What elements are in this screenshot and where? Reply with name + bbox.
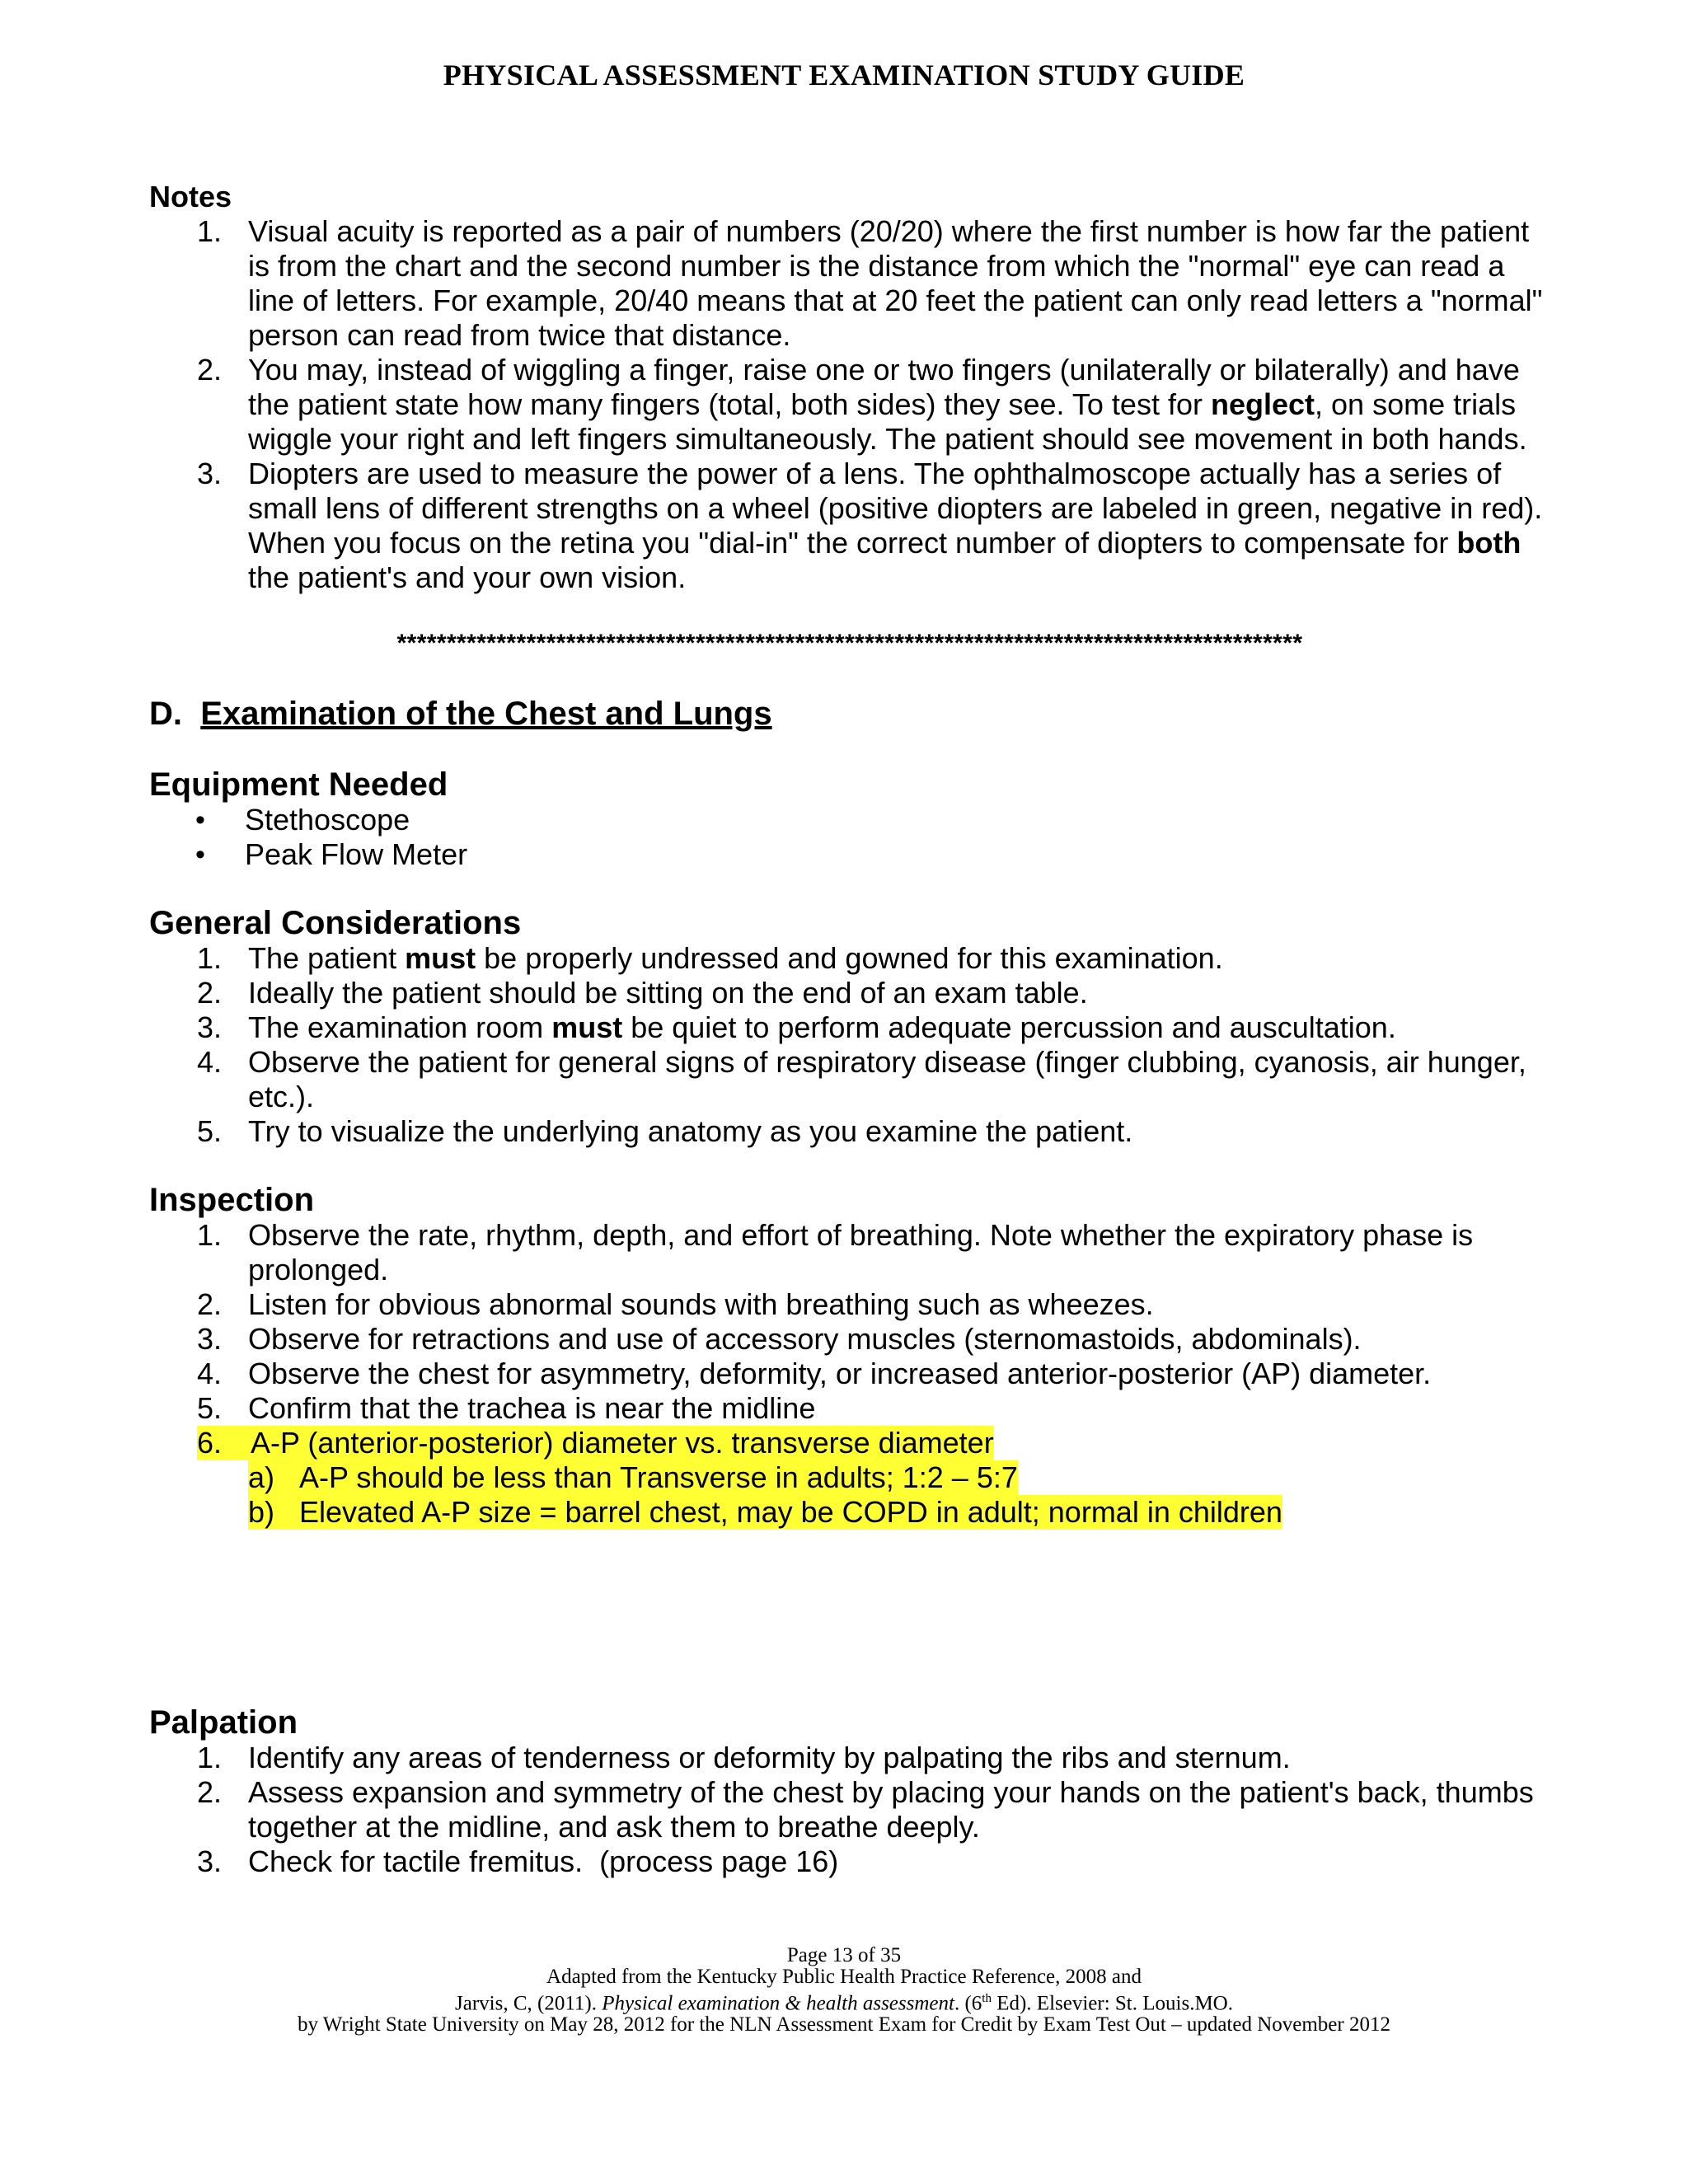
list-text: Observe the patient for general signs of respiratory disease (finger clubbing, cyanosis, air hunger, etc.).: [248, 1045, 1526, 1113]
list-item: [149, 353, 1550, 457]
list-item: [149, 1357, 1550, 1391]
inspection-heading: Inspection: [149, 1182, 315, 1218]
notes-list: [149, 214, 1550, 595]
list-number: 3.: [197, 1010, 223, 1044]
footer-text: Jarvis, C, (2011).: [455, 1992, 603, 2015]
notes-heading: Notes: [149, 180, 232, 213]
general-heading: General Considerations: [149, 905, 522, 941]
footer-superscript: th: [982, 1992, 992, 2005]
list-text: You may, instead of wiggling a finger, raise one or two fingers (unilaterally or bilaterally) and have the patient state how many fingers (total, both sides) they see. To test for: [248, 353, 1520, 421]
list-text: Diopters are used to measure the power of a lens. The ophthalmoscope actually has a series of small lens of different strengths on a wheel (positive diopters are labeled in green, negative in red). When you focus on the retina you "dial-in" the correct number of diopters to compensate for: [248, 457, 1543, 560]
list-text: Observe the rate, rhythm, depth, and effort of breathing. Note whether the expiratory phase is prolonged.: [248, 1218, 1474, 1286]
highlight-line: [248, 1460, 1018, 1495]
list-number: 6.: [197, 1426, 223, 1460]
list-item: [149, 457, 1550, 595]
list-number: 2.: [197, 976, 223, 1010]
list-number: 2.: [197, 1287, 223, 1321]
list-text: be properly undressed and gowned for this examination.: [476, 941, 1223, 975]
list-text: be quiet to perform adequate percussion and auscultation.: [622, 1010, 1396, 1044]
list-text: A-P (anterior-posterior) diameter vs. transverse diameter: [251, 1426, 994, 1460]
list-text: Identify any areas of tenderness or deformity by palpating the ribs and sternum.: [248, 1741, 1291, 1774]
footer-line: by Wright State University on May 28, 2012 for the NLN Assessment Exam for Credit by Exam Test Out – updated November 2012: [298, 2013, 1390, 2036]
list-number: 4.: [197, 1045, 223, 1079]
list-item: [149, 1045, 1550, 1114]
page-number: Page 13 of 35: [786, 1944, 902, 1966]
bold-text: both: [1456, 526, 1522, 560]
list-number: 3.: [197, 1844, 223, 1878]
list-text: Observe the chest for asymmetry, deformity, or increased anterior-posterior (AP) diameter.: [248, 1357, 1432, 1390]
highlight-line: [197, 1426, 994, 1460]
inspection-list: [149, 1218, 1550, 1530]
sub-list-text: A-P should be less than Transverse in adults; 1:2 – 5:7: [299, 1460, 1018, 1494]
list-item: [149, 941, 1550, 976]
list-number: 1.: [197, 214, 223, 248]
footer-line: [0, 1988, 1688, 2014]
list-item: [149, 1391, 1550, 1426]
list-text: , on some trials wiggle your right and left fingers simultaneously. The patient should see movement in both hands.: [248, 387, 1527, 456]
list-number: 2.: [197, 1775, 223, 1809]
list-text: Try to visualize the underlying anatomy as you examine the patient.: [248, 1114, 1133, 1148]
list-item: [149, 214, 1550, 353]
list-item: [149, 1844, 1550, 1879]
page-footer: [0, 1945, 1688, 2036]
list-item: [149, 1114, 1550, 1149]
list-text: The examination room: [248, 1010, 552, 1044]
bullet-icon: •: [195, 804, 205, 836]
list-text: Listen for obvious abnormal sounds with breathing such as wheezes.: [248, 1287, 1154, 1321]
equipment-list: [149, 803, 1550, 872]
list-number: 2.: [197, 353, 223, 387]
list-number: 5.: [197, 1391, 223, 1425]
list-item: [149, 1287, 1550, 1322]
list-number: 5.: [197, 1114, 223, 1148]
section-title: Examination of the Chest and Lungs: [200, 696, 772, 732]
list-text: the patient's and your own vision.: [248, 560, 687, 594]
list-item: [149, 1322, 1550, 1357]
list-number: 3.: [197, 1322, 223, 1356]
list-item: [149, 976, 1550, 1010]
bold-text: must: [405, 941, 476, 975]
list-item: [149, 1741, 1550, 1775]
list-text: Assess expansion and symmetry of the chest by placing your hands on the patient's back, thumbs together at the midline, and ask them to breathe deeply.: [248, 1775, 1534, 1844]
bold-text: must: [551, 1010, 623, 1044]
list-text: The patient: [248, 941, 406, 975]
list-text: Check for tactile fremitus. (process page 16): [248, 1844, 839, 1878]
list-text: Observe for retractions and use of accessory muscles (sternomastoids, abdominals).: [248, 1322, 1362, 1356]
list-text: Confirm that the trachea is near the midline: [248, 1391, 816, 1425]
bold-text: neglect: [1210, 387, 1315, 421]
section-d-heading: [149, 696, 1550, 732]
list-item: [149, 1218, 1550, 1287]
section-letter: D.: [149, 696, 182, 732]
list-number: 1.: [197, 941, 223, 975]
list-number: 3.: [197, 457, 223, 490]
palpation-heading: Palpation: [149, 1704, 298, 1741]
list-item: [149, 1775, 1550, 1844]
page-content: [149, 180, 1550, 1879]
highlight-line: [248, 1495, 1282, 1530]
separator: *******************************************************************************************: [396, 630, 1303, 657]
sub-list-number: a): [248, 1460, 275, 1494]
bullet-icon: •: [195, 839, 205, 870]
list-text: Visual acuity is reported as a pair of numbers (20/20) where the first number is how far the patient is from the chart and the second number is the distance from which the "normal" eye can read a line of letters. For example, 20/40 means that at 20 feet the patient can only read letters a "normal" person can read from twice that distance.: [248, 214, 1543, 352]
list-number: 1.: [197, 1741, 223, 1774]
list-text: Peak Flow Meter: [245, 837, 468, 871]
sub-list-number: b): [248, 1495, 275, 1529]
list-text: Ideally the patient should be sitting on the end of an exam table.: [248, 976, 1088, 1010]
footer-italic-text: Physical examination & health assessment: [602, 1992, 954, 2015]
footer-text: Ed). Elsevier: St. Louis.MO.: [991, 1992, 1233, 2015]
sub-list-text: Elevated A-P size = barrel chest, may be COPD in adult; normal in children: [299, 1495, 1282, 1529]
list-number: 1.: [197, 1218, 223, 1252]
general-list: [149, 941, 1550, 1149]
list-item: [149, 803, 1550, 837]
list-item: [149, 837, 1550, 872]
list-number: 4.: [197, 1357, 223, 1390]
list-item: [149, 1010, 1550, 1045]
page-header: PHYSICAL ASSESSMENT EXAMINATION STUDY GUIDE: [443, 59, 1245, 91]
equipment-heading: Equipment Needed: [149, 766, 448, 803]
footer-text: . (6: [954, 1992, 982, 2015]
footer-line: Adapted from the Kentucky Public Health Practice Reference, 2008 and: [546, 1966, 1142, 1988]
highlighted-list-item: [149, 1426, 1550, 1530]
list-text: Stethoscope: [245, 803, 410, 837]
palpation-list: [149, 1741, 1550, 1879]
